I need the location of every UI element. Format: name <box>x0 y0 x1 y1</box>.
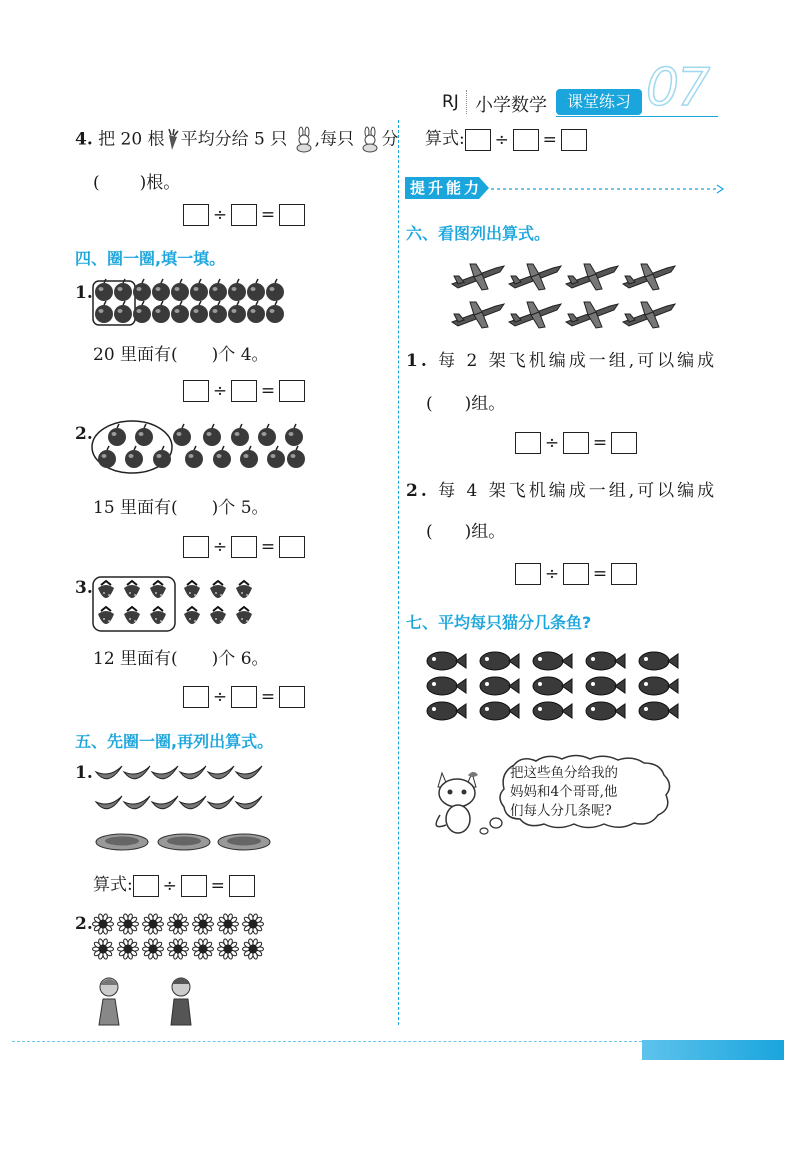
banana-icon <box>180 796 206 809</box>
fish-group <box>422 647 682 727</box>
paren-close: )根。 <box>139 173 181 193</box>
question-text-4: 分 <box>381 129 399 150</box>
answer-box[interactable] <box>231 686 257 708</box>
flower-icon <box>143 913 164 934</box>
answer-box[interactable] <box>183 686 209 708</box>
answer-box[interactable] <box>183 380 209 402</box>
flower-icon <box>168 938 189 959</box>
apple-icon <box>228 301 246 323</box>
banana-icon <box>208 796 234 809</box>
apple-icon <box>173 424 191 446</box>
flower-icon <box>93 938 114 959</box>
apple-icon <box>152 279 170 301</box>
apple-icon <box>125 446 143 468</box>
answer-box[interactable] <box>515 563 541 585</box>
banana-icon <box>124 766 150 779</box>
plate-icon <box>96 834 148 850</box>
apple-icon <box>228 279 246 301</box>
strawberry-icon <box>236 581 252 598</box>
strawberry-icon <box>150 581 166 598</box>
page-number: 07 <box>646 58 709 118</box>
apple-icon <box>190 279 208 301</box>
plate-icon <box>158 834 210 850</box>
strawberry-icon <box>210 607 226 624</box>
equation-q4 <box>183 204 305 226</box>
formula-5-1 <box>93 874 255 897</box>
flower-group <box>92 912 272 968</box>
divide-sign: ÷ <box>212 537 228 557</box>
plate-icon <box>218 834 270 850</box>
fish-icon <box>639 702 678 720</box>
equals-sign: = <box>260 537 276 557</box>
apple-group-1 <box>92 280 292 328</box>
header-divider <box>466 90 467 114</box>
strawberry-icon <box>150 607 166 624</box>
fish-icon <box>639 677 678 695</box>
strawberry-icon <box>98 581 114 598</box>
fish-icon <box>533 702 572 720</box>
sentence <box>93 344 269 366</box>
apple-icon <box>247 301 265 323</box>
section-5-title: 五、先圈一圈,再列出算式。 <box>75 732 274 751</box>
item-number: 2. <box>75 424 93 444</box>
equation-6-2 <box>515 563 637 585</box>
strawberry-icon <box>98 607 114 624</box>
airplane-icon <box>566 264 618 290</box>
banner-label: 提升能力 <box>410 179 483 197</box>
item-6-1 <box>406 350 717 372</box>
answer-box[interactable] <box>279 380 305 402</box>
apple-icon <box>108 424 126 446</box>
speech-line: 把这些鱼分给我的 <box>510 765 618 781</box>
item-number: 2. <box>406 481 430 501</box>
fish-icon <box>427 652 466 670</box>
apple-icon <box>258 424 276 446</box>
strawberry-icon <box>210 581 226 598</box>
apple-icon <box>171 301 189 323</box>
sentence-b: )个 6。 <box>211 649 269 669</box>
fish-icon <box>586 652 625 670</box>
apple-icon <box>95 279 113 301</box>
flower-icon <box>218 938 239 959</box>
divide-sign: ÷ <box>212 687 228 707</box>
paren-open: ( <box>426 522 433 542</box>
answer-box[interactable] <box>229 875 255 897</box>
equals-sign: = <box>260 687 276 707</box>
apple-icon <box>135 424 153 446</box>
apple-icon <box>209 279 227 301</box>
answer-box[interactable] <box>563 563 589 585</box>
fish-icon <box>586 677 625 695</box>
flower-icon <box>243 913 264 934</box>
apple-icon <box>231 424 249 446</box>
divide-sign: ÷ <box>162 875 177 896</box>
equals-sign: = <box>260 205 276 225</box>
question-4 <box>75 128 398 152</box>
divide-sign: ÷ <box>544 564 560 584</box>
fish-icon <box>480 652 519 670</box>
formula-top-right <box>425 128 587 151</box>
header-series-label: 课堂练习 <box>566 92 631 111</box>
item-number: 1. <box>75 763 93 783</box>
divide-sign: ÷ <box>212 381 228 401</box>
apple-icon <box>247 279 265 301</box>
apple-icon <box>114 301 132 323</box>
flower-icon <box>93 913 114 934</box>
equals-sign: = <box>210 875 225 896</box>
formula-label: 算式: <box>425 129 465 149</box>
flower-icon <box>143 938 164 959</box>
item-6-1-line2 <box>426 393 505 415</box>
airplane-group <box>448 256 678 332</box>
formula-label: 算式: <box>93 875 133 895</box>
item-text: 每 2 架飞机编成一组,可以编成 <box>438 351 718 371</box>
answer-box[interactable] <box>181 875 207 897</box>
flower-icon <box>193 938 214 959</box>
answer-box[interactable] <box>231 536 257 558</box>
apple-icon <box>285 424 303 446</box>
banana-group <box>92 760 272 820</box>
child-boy-icon <box>166 975 196 1027</box>
answer-box[interactable] <box>563 432 589 454</box>
banana-icon <box>96 796 122 809</box>
item-number: 1. <box>406 351 430 371</box>
item-number: 3. <box>75 578 93 598</box>
apple-icon <box>185 446 203 468</box>
strawberry-group <box>92 576 262 632</box>
airplane-icon <box>623 264 675 290</box>
sentence <box>93 497 269 519</box>
answer-box[interactable] <box>513 129 539 151</box>
flower-icon <box>193 913 214 934</box>
apple-icon <box>114 279 132 301</box>
answer-box[interactable] <box>279 204 305 226</box>
paren-close: )组。 <box>464 522 506 542</box>
apple-icon <box>287 446 305 468</box>
section-6-title: 六、看图列出算式。 <box>406 224 551 243</box>
header-series-badge <box>556 89 642 115</box>
item-number: 2. <box>75 914 93 934</box>
fish-icon <box>586 702 625 720</box>
answer-box[interactable] <box>231 380 257 402</box>
sentence-a: 12 里面有( <box>93 649 178 669</box>
answer-box[interactable] <box>279 686 305 708</box>
banana-icon <box>96 766 122 779</box>
fish-icon <box>533 652 572 670</box>
strawberry-icon <box>124 607 140 624</box>
banana-icon <box>180 766 206 779</box>
header-edition: RJ <box>442 92 459 112</box>
banana-icon <box>236 766 262 779</box>
divide-sign: ÷ <box>494 129 509 150</box>
item-6-2 <box>406 480 717 502</box>
section-4-title: 四、圈一圈,填一填。 <box>75 249 226 268</box>
flower-icon <box>118 938 139 959</box>
answer-box[interactable] <box>133 875 159 897</box>
equals-sign: = <box>592 433 608 453</box>
sentence-b: )个 5。 <box>211 498 269 518</box>
sentence-a: 15 里面有( <box>93 498 178 518</box>
equation-6-1 <box>515 432 637 454</box>
column-divider <box>398 120 399 1025</box>
apple-icon <box>213 446 231 468</box>
fish-icon <box>427 702 466 720</box>
apple-icon <box>266 301 284 323</box>
banana-icon <box>208 766 234 779</box>
apple-icon <box>171 279 189 301</box>
flower-icon <box>118 913 139 934</box>
flower-icon <box>218 913 239 934</box>
sentence-a: 20 里面有( <box>93 345 178 365</box>
child-girl-icon <box>93 975 125 1027</box>
fish-icon <box>427 677 466 695</box>
apple-icon <box>152 301 170 323</box>
item-number: 1. <box>75 283 93 303</box>
answer-box[interactable] <box>183 204 209 226</box>
answer-box[interactable] <box>611 563 637 585</box>
paren-close: )组。 <box>464 394 506 414</box>
apple-icon <box>240 446 258 468</box>
flower-icon <box>243 938 264 959</box>
fish-icon <box>480 702 519 720</box>
answer-box[interactable] <box>231 204 257 226</box>
answer-box[interactable] <box>611 432 637 454</box>
fish-icon <box>533 677 572 695</box>
equals-sign: = <box>592 564 608 584</box>
question-text-3: ,每只 <box>314 129 355 150</box>
airplane-icon <box>566 302 618 328</box>
strawberry-icon <box>236 607 252 624</box>
rabbit-icon <box>293 128 315 152</box>
header-subject: 小学数学 <box>475 95 547 116</box>
airplane-icon <box>509 302 561 328</box>
fish-icon <box>639 652 678 670</box>
answer-box[interactable] <box>279 536 305 558</box>
question-text: 把 20 根 <box>98 129 165 150</box>
rabbit-icon <box>359 128 381 152</box>
answer-box[interactable] <box>465 129 491 151</box>
speech-line: 妈妈和4个哥哥,他 <box>510 784 618 800</box>
airplane-icon <box>452 302 504 328</box>
airplane-icon <box>509 264 561 290</box>
paren-open: ( <box>93 173 100 193</box>
banana-icon <box>152 796 178 809</box>
section-7-title: 七、平均每只猫分几条鱼? <box>406 613 592 632</box>
question-number: 4. <box>75 129 93 150</box>
item-text: 每 4 架飞机编成一组,可以编成 <box>438 481 718 501</box>
carrot-icon <box>165 129 181 151</box>
airplane-icon <box>623 302 675 328</box>
airplane-icon <box>452 264 504 290</box>
sentence <box>93 648 269 670</box>
equals-sign: = <box>260 381 276 401</box>
banana-icon <box>124 796 150 809</box>
sentence-b: )个 4。 <box>211 345 269 365</box>
fish-icon <box>480 677 519 695</box>
answer-box[interactable] <box>515 432 541 454</box>
strawberry-icon <box>184 581 200 598</box>
banana-icon <box>236 796 262 809</box>
apple-icon <box>190 301 208 323</box>
equation-4-1 <box>183 380 305 402</box>
apple-icon <box>153 446 171 468</box>
equation-4-3 <box>183 686 305 708</box>
banana-icon <box>152 766 178 779</box>
strawberry-icon <box>124 581 140 598</box>
speech-text <box>510 764 618 821</box>
plate-group <box>92 830 262 856</box>
divide-sign: ÷ <box>544 433 560 453</box>
question-4-line2 <box>93 172 180 194</box>
apple-icon <box>133 279 151 301</box>
strawberry-icon <box>184 607 200 624</box>
footer-bar <box>642 1040 784 1060</box>
speech-line: 们每人分几条呢? <box>510 803 612 819</box>
question-text-2: 平均分给 5 只 <box>180 129 288 150</box>
equation-4-2 <box>183 536 305 558</box>
apple-icon <box>203 424 221 446</box>
footer-dotted-line <box>12 1041 642 1042</box>
apple-icon <box>209 301 227 323</box>
divide-sign: ÷ <box>212 205 228 225</box>
apple-icon <box>267 446 285 468</box>
answer-box[interactable] <box>183 536 209 558</box>
item-6-2-line2 <box>426 521 505 543</box>
apple-group-2 <box>92 420 312 476</box>
apple-icon <box>98 446 116 468</box>
answer-box[interactable] <box>561 129 587 151</box>
equals-sign: = <box>542 129 557 150</box>
flower-icon <box>168 913 189 934</box>
paren-open: ( <box>426 394 433 414</box>
apple-icon <box>95 301 113 323</box>
apple-icon <box>266 279 284 301</box>
